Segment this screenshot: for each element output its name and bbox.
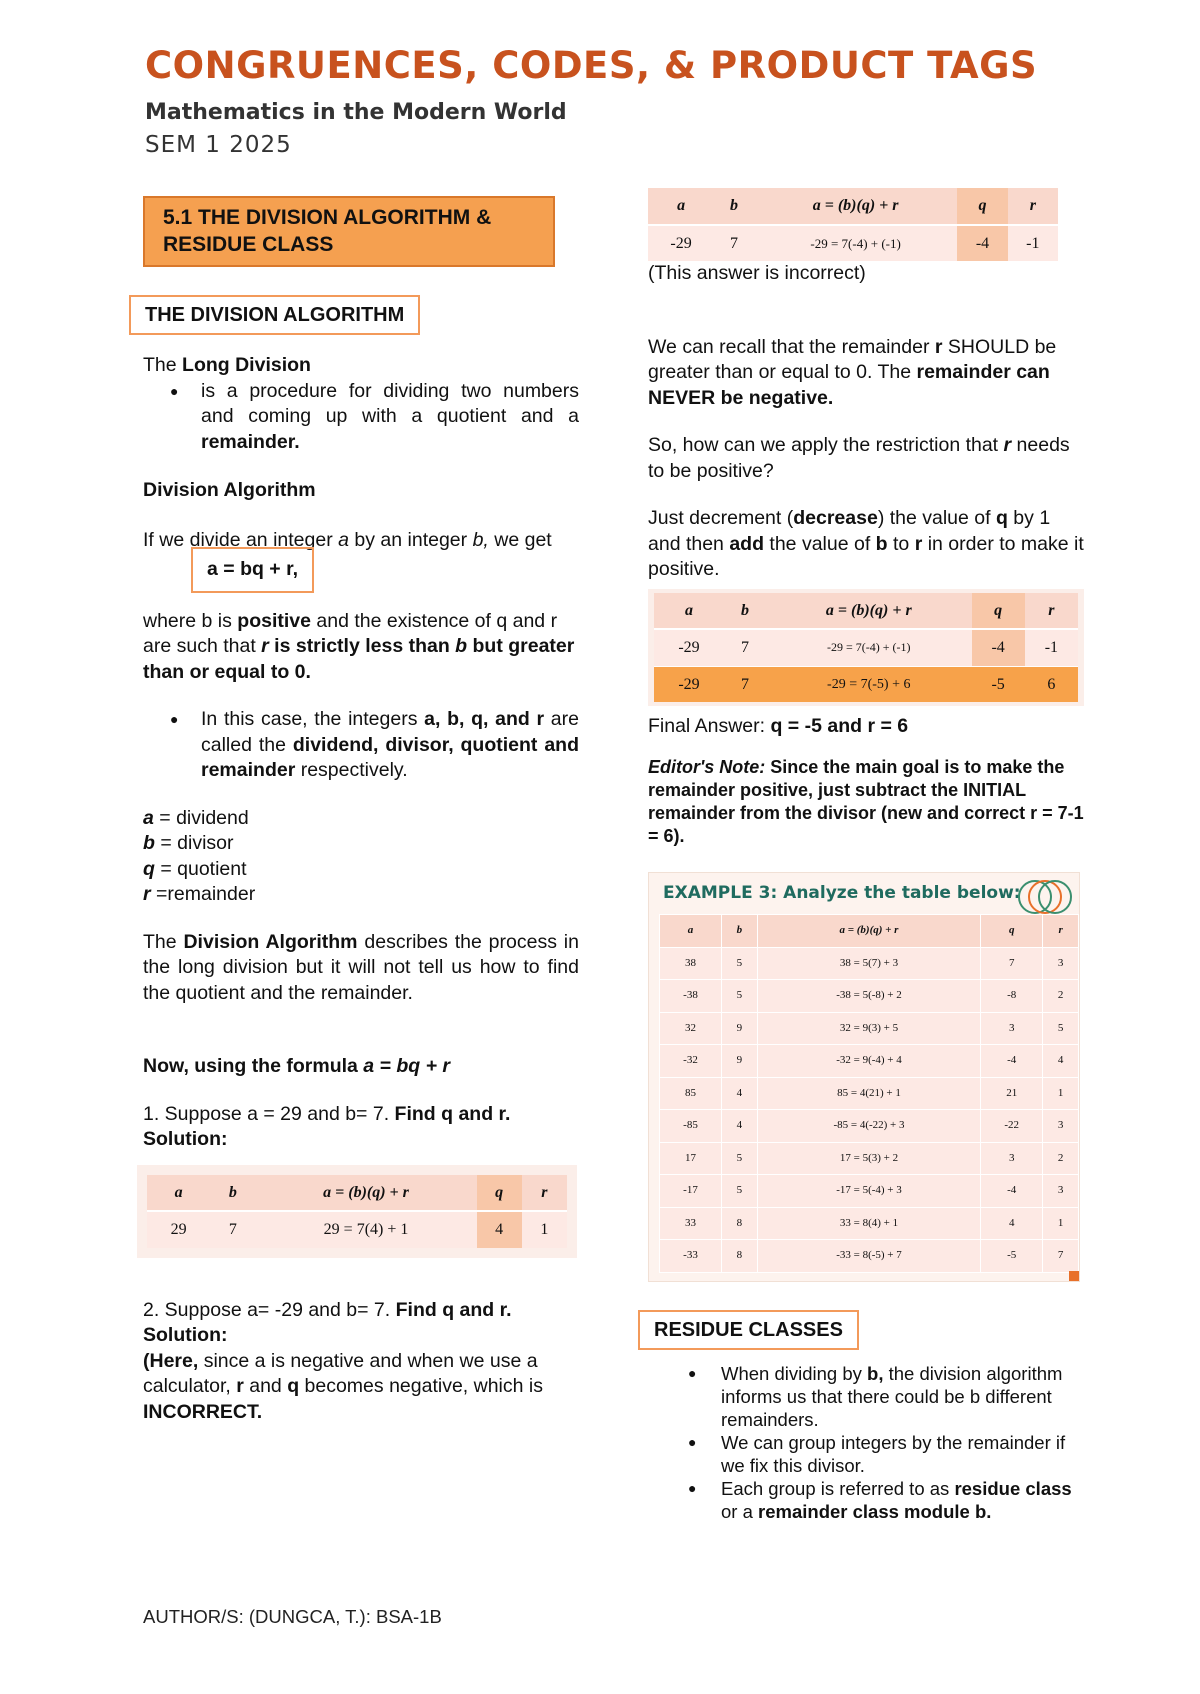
decrement-paragraph: Just decrement (decrease) the value of q by 1 and then add the value of b to r in order to make it positive. bbox=[648, 507, 1084, 580]
cell-q: -4 bbox=[957, 225, 1007, 262]
describes-paragraph: The Division Algorithm describes the process in the long division but it will not tell us how to find the quotient and the remainder. bbox=[143, 930, 579, 1004]
cell-b: 8 bbox=[722, 1240, 758, 1273]
cell-b: 4 bbox=[722, 1077, 758, 1110]
cell-b: 7 bbox=[210, 1211, 255, 1248]
cell-a: 38 bbox=[660, 947, 722, 980]
division-algorithm-heading: THE DIVISION ALGORITHM bbox=[129, 295, 420, 335]
final-answer: Final Answer: q = -5 and r = 6 bbox=[648, 715, 909, 737]
cell-r: 2 bbox=[1043, 1142, 1079, 1175]
cell-q: -4 bbox=[972, 629, 1025, 666]
formula-box: a = bq + r, bbox=[191, 547, 314, 593]
definitions-list bbox=[143, 806, 579, 908]
cell-b: 5 bbox=[722, 1142, 758, 1175]
definition-item: q = quotient bbox=[143, 857, 247, 880]
definition-item: b = divisor bbox=[143, 832, 234, 854]
table-row bbox=[660, 947, 1079, 980]
cell-formula: -38 = 5(-8) + 2 bbox=[757, 980, 980, 1013]
cell-b: 7 bbox=[714, 225, 754, 262]
list-item: ● When dividing by b, the division algorithm informs us that there could be b different remainders. bbox=[648, 1362, 1088, 1431]
corrected-table-wrap bbox=[648, 589, 1084, 707]
cell-r: 1 bbox=[1043, 1077, 1079, 1110]
cell-q: -5 bbox=[981, 1240, 1043, 1273]
header-a: a bbox=[660, 915, 722, 948]
intro-paragraph: If we divide an integer a by an integer b, we get bbox=[143, 528, 552, 551]
definition-item: a = dividend bbox=[143, 806, 249, 829]
cell-r: -1 bbox=[1025, 629, 1078, 666]
cell-a: -33 bbox=[660, 1240, 722, 1273]
example3-body bbox=[660, 947, 1079, 1272]
cell-formula: 17 = 5(3) + 2 bbox=[757, 1142, 980, 1175]
cell-a: -29 bbox=[654, 666, 724, 702]
cell-r: 3 bbox=[1043, 1110, 1079, 1143]
cell-a: 85 bbox=[660, 1077, 722, 1110]
cell-formula: 85 = 4(21) + 1 bbox=[757, 1077, 980, 1110]
cell-r: -1 bbox=[1008, 225, 1058, 262]
left-column bbox=[143, 196, 579, 1425]
cell-r: 3 bbox=[1043, 1175, 1079, 1208]
cell-r: 2 bbox=[1043, 980, 1079, 1013]
example1-table bbox=[147, 1175, 567, 1248]
table-row bbox=[660, 1110, 1079, 1143]
header-formula: a = (b)(q) + r bbox=[256, 1175, 477, 1212]
header-q: q bbox=[972, 593, 1025, 630]
cell-b: 4 bbox=[722, 1110, 758, 1143]
cell-q: -5 bbox=[972, 666, 1025, 702]
cell-r: 5 bbox=[1043, 1012, 1079, 1045]
course-subtitle: Mathematics in the Modern World bbox=[145, 100, 567, 125]
list-item: ● is a procedure for dividing two numbers and coming up with a quotient and a remainder. bbox=[128, 379, 579, 456]
cell-formula: 32 = 9(3) + 5 bbox=[757, 1012, 980, 1045]
document-title: CONGRUENCES, CODES, & PRODUCT TAGS bbox=[145, 44, 1038, 87]
cell-q: 3 bbox=[981, 1012, 1043, 1045]
cell-q: 4 bbox=[477, 1211, 522, 1248]
cell-a: -38 bbox=[660, 980, 722, 1013]
cell-a: 17 bbox=[660, 1142, 722, 1175]
cell-a: -85 bbox=[660, 1110, 722, 1143]
residue-classes-heading: RESIDUE CLASSES bbox=[638, 1310, 859, 1350]
case-list bbox=[128, 707, 579, 784]
cell-a: -17 bbox=[660, 1175, 722, 1208]
cell-formula: 29 = 7(4) + 1 bbox=[256, 1211, 477, 1248]
cell-q: 3 bbox=[981, 1142, 1043, 1175]
cell-formula: -33 = 8(-5) + 7 bbox=[757, 1240, 980, 1273]
cell-b: 5 bbox=[722, 1175, 758, 1208]
cell-formula: -32 = 9(-4) + 4 bbox=[757, 1045, 980, 1078]
table-row-highlighted bbox=[654, 666, 1078, 702]
example2-table bbox=[648, 188, 1058, 261]
header-b: b bbox=[724, 593, 766, 630]
incorrect-note: (This answer is incorrect) bbox=[648, 262, 866, 284]
cell-r: 7 bbox=[1043, 1240, 1079, 1273]
editors-note: Editor's Note: Since the main goal is to make the remainder positive, just subtract the INITIAL remainder from the divisor (new and correct r = 7-1 = 6). bbox=[648, 756, 1084, 846]
table-row bbox=[648, 225, 1058, 262]
header-a: a bbox=[147, 1175, 210, 1212]
how-paragraph: So, how can we apply the restriction that r needs to be positive? bbox=[648, 434, 1070, 482]
table-row bbox=[147, 1211, 567, 1248]
cell-b: 5 bbox=[722, 980, 758, 1013]
right-column bbox=[648, 188, 1088, 1523]
corrected-table bbox=[654, 593, 1078, 703]
cell-formula: 33 = 8(4) + 1 bbox=[757, 1207, 980, 1240]
header-b: b bbox=[714, 188, 754, 225]
cell-formula: 38 = 5(7) + 3 bbox=[757, 947, 980, 980]
now-using-formula: Now, using the formula a = bq + r bbox=[143, 1055, 450, 1077]
cell-a: -29 bbox=[654, 629, 724, 666]
cell-b: 7 bbox=[724, 666, 766, 702]
long-division-line: The Long Division bbox=[143, 354, 311, 376]
list-item: ● In this case, the integers a, b, q, and r are called the dividend, divisor, quotient and remainder respectively. bbox=[128, 707, 579, 784]
header-q: q bbox=[981, 915, 1043, 948]
cell-formula: -29 = 7(-4) + (-1) bbox=[766, 629, 971, 666]
table-row bbox=[660, 1207, 1079, 1240]
cell-a: 29 bbox=[147, 1211, 210, 1248]
cell-q: -22 bbox=[981, 1110, 1043, 1143]
example1-prompt: 1. Suppose a = 29 and b= 7. Find q and r. bbox=[143, 1102, 511, 1125]
cell-q: 4 bbox=[981, 1207, 1043, 1240]
header-q: q bbox=[957, 188, 1007, 225]
table-row bbox=[660, 1077, 1079, 1110]
cell-a: 32 bbox=[660, 1012, 722, 1045]
table-row bbox=[660, 1142, 1079, 1175]
table-row bbox=[660, 1240, 1079, 1273]
list-item: ● Each group is referred to as residue class or a remainder class module b. bbox=[648, 1477, 1088, 1523]
cell-formula: -29 = 7(-5) + 6 bbox=[766, 666, 971, 702]
cell-b: 5 bbox=[722, 947, 758, 980]
corner-accent bbox=[1069, 1271, 1079, 1281]
cell-q: -4 bbox=[981, 1045, 1043, 1078]
header-a: a bbox=[648, 188, 714, 225]
example3-title: EXAMPLE 3: Analyze the table below: bbox=[663, 882, 1021, 903]
cell-r: 1 bbox=[522, 1211, 567, 1248]
recall-paragraph: We can recall that the remainder r SHOULD be greater than or equal to 0. The remainder can NEVER be negative. bbox=[648, 335, 1057, 409]
long-division-list bbox=[128, 379, 579, 456]
cell-a: 33 bbox=[660, 1207, 722, 1240]
example3-table bbox=[659, 914, 1079, 1273]
cell-q: 7 bbox=[981, 947, 1043, 980]
cell-b: 7 bbox=[724, 629, 766, 666]
cell-formula: -29 = 7(-4) + (-1) bbox=[754, 225, 957, 262]
example2-solution-label: Solution: bbox=[143, 1324, 228, 1346]
header-r: r bbox=[522, 1175, 567, 1212]
cell-b: 9 bbox=[722, 1045, 758, 1078]
cell-formula: -85 = 4(-22) + 3 bbox=[757, 1110, 980, 1143]
definition-item: r =remainder bbox=[143, 883, 256, 905]
semester-label: SEM 1 2025 bbox=[145, 132, 292, 158]
header-q: q bbox=[477, 1175, 522, 1212]
header-r: r bbox=[1025, 593, 1078, 630]
list-item: ● We can group integers by the remainder if we fix this divisor. bbox=[648, 1431, 1088, 1477]
header-b: b bbox=[210, 1175, 255, 1212]
division-algorithm-subheading: Division Algorithm bbox=[143, 479, 316, 501]
table-row bbox=[654, 629, 1078, 666]
header-formula: a = (b)(q) + r bbox=[757, 915, 980, 948]
where-paragraph: where b is positive and the existence of q and r are such that r is strictly less than b but greater than or equal to 0. bbox=[143, 609, 575, 683]
example2-prompt: 2. Suppose a= -29 and b= 7. Find q and r. bbox=[143, 1298, 512, 1321]
cell-q: -4 bbox=[981, 1175, 1043, 1208]
header-formula: a = (b)(q) + r bbox=[754, 188, 957, 225]
cell-r: 4 bbox=[1043, 1045, 1079, 1078]
cell-r: 3 bbox=[1043, 947, 1079, 980]
example1-table-wrap bbox=[137, 1165, 577, 1258]
circles-decoration-icon bbox=[1015, 875, 1075, 919]
cell-a: -29 bbox=[648, 225, 714, 262]
cell-formula: -17 = 5(-4) + 3 bbox=[757, 1175, 980, 1208]
cell-b: 9 bbox=[722, 1012, 758, 1045]
header-a: a bbox=[654, 593, 724, 630]
header-formula: a = (b)(q) + r bbox=[766, 593, 971, 630]
section-title-box: 5.1 THE DIVISION ALGORITHM & RESIDUE CLASS bbox=[143, 196, 555, 267]
cell-r: 6 bbox=[1025, 666, 1078, 702]
example1-solution-label: Solution: bbox=[143, 1128, 228, 1150]
header-b: b bbox=[722, 915, 758, 948]
table-row bbox=[660, 980, 1079, 1013]
cell-q: -8 bbox=[981, 980, 1043, 1013]
residue-list bbox=[648, 1362, 1088, 1523]
cell-b: 8 bbox=[722, 1207, 758, 1240]
cell-q: 21 bbox=[981, 1077, 1043, 1110]
cell-r: 1 bbox=[1043, 1207, 1079, 1240]
author-footer: AUTHOR/S: (DUNGCA, T.): BSA-1B bbox=[143, 1606, 442, 1627]
header-r: r bbox=[1008, 188, 1058, 225]
example2-explanation: (Here, since a is negative and when we use a calculator, r and q becomes negative, which is INCORRECT. bbox=[143, 1349, 543, 1423]
header-r: r bbox=[1043, 915, 1079, 948]
table-row bbox=[660, 1045, 1079, 1078]
table-row bbox=[660, 1175, 1079, 1208]
example3-panel bbox=[648, 872, 1080, 1282]
cell-a: -32 bbox=[660, 1045, 722, 1078]
table-row bbox=[660, 1012, 1079, 1045]
